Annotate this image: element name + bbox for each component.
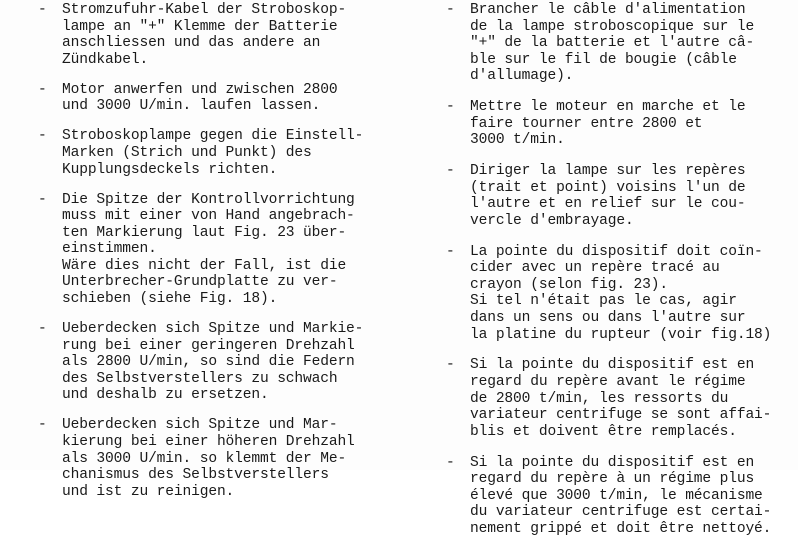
german-instruction-4: [38, 192, 418, 308]
german-instruction-6: [38, 417, 418, 500]
instruction-text: Motor anwerfen und zwischen 2800 und 3000 U/min. laufen lassen.: [62, 81, 338, 115]
french-instruction-6: [446, 455, 794, 538]
instruction-text: Stroboskoplampe gegen die Einstell- Marken (Strich und Punkt) des Kupplungsdeckels richten.: [62, 128, 364, 178]
instruction-text: Ueberdecken sich Spitze und Markie- rung bei einer geringeren Drehzahl als 2800 U/min, so sind die Federn des Selbstverstellers zu schwach und deshalb zu ersetzen.: [62, 321, 364, 404]
bullet-dash: -: [38, 2, 47, 18]
german-instruction-1: [38, 2, 418, 68]
bullet-dash: -: [38, 81, 47, 98]
french-instruction-4: [446, 244, 794, 344]
instruction-text: Stromzufuhr-Kabel der Stroboskop- lampe an "+" Klemme der Batterie anschliessen und das andere an Zündkabel.: [62, 2, 347, 68]
instruction-text: Si la pointe du dispositif est en regard du repère à un régime plus élevé que 3000 t/min, le mécanisme du variateur centrifuge est certai- nement grippé et doit être nettoyé.: [470, 454, 772, 537]
instruction-text: Mettre le moteur en marche et le faire tourner entre 2800 et 3000 t/min.: [470, 99, 746, 149]
bullet-dash: -: [446, 163, 455, 180]
instruction-text: Si la pointe du dispositif est en regard du repère avant le régime de 2800 t/min, les ressorts du variateur centrifuge se sont affai- blis et doivent être remplacés.: [470, 357, 772, 440]
instruction-text: Die Spitze der Kontrollvorrichtung muss mit einer von Hand angebrach- ten Markierung laut Fig. 23 über- einstimmen. Wäre dies nicht der Fall, ist die Unterbrecher-Grundplatte zu ver- schieben (siehe Fig. 18).: [62, 191, 355, 308]
bullet-dash: -: [446, 2, 455, 18]
instruction-text: Brancher le câble d'alimentation de la lampe stroboscopique sur le "+" de la batterie et l'autre câ- ble sur le fil de bougie (câble d'allumage).: [470, 2, 755, 85]
french-column: [446, 2, 794, 552]
instruction-text: Ueberdecken sich Spitze und Mar- kierung bei einer höheren Drehzahl als 3000 U/min. so klemmt der Me- chanismus des Selbstverstellers und ist zu reinigen.: [62, 417, 355, 500]
french-instruction-2: [446, 99, 794, 149]
french-instruction-5: [446, 357, 794, 440]
bullet-dash: -: [38, 321, 47, 338]
bullet-dash: -: [446, 454, 455, 471]
french-instruction-1: [446, 2, 794, 85]
german-instruction-2: [38, 82, 418, 115]
bullet-dash: -: [446, 99, 455, 116]
bullet-dash: -: [446, 243, 455, 260]
instruction-text: La pointe du dispositif doit coïn- cider avec un repère tracé au crayon (selon fig. 23). Si tel n'était pas le cas, agir dans un sens ou dans l'autre sur la platine du rupteur (voir fig.18): [470, 243, 772, 343]
bullet-dash: -: [38, 191, 47, 208]
bullet-dash: -: [446, 357, 455, 374]
german-column: [38, 2, 418, 514]
bullet-dash: -: [38, 128, 47, 145]
bullet-dash: -: [38, 417, 47, 434]
instruction-text: Diriger la lampe sur les repères (trait et point) voisins l'un de l'autre et en relief sur le cou- vercle d'embrayage.: [470, 163, 746, 229]
french-instruction-3: [446, 163, 794, 229]
german-instruction-5: [38, 321, 418, 404]
german-instruction-3: [38, 128, 418, 178]
